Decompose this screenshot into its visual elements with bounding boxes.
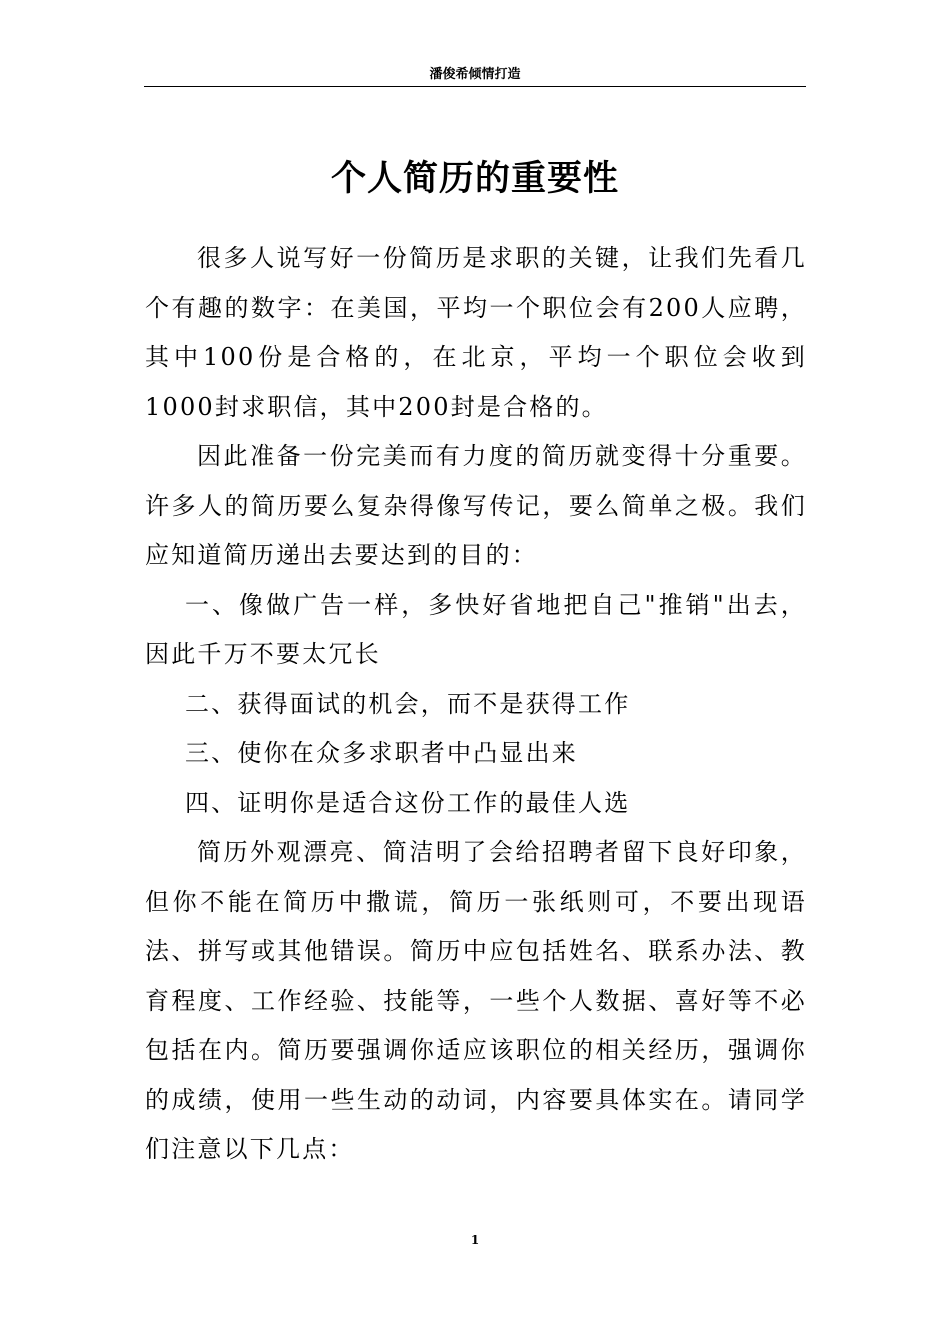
header-rule: [144, 86, 806, 87]
document-body: [145, 234, 807, 1175]
list-item-3: 三、使你在众多求职者中凸显出来: [185, 739, 578, 767]
list-item-2: 二、获得面试的机会，而不是获得工作: [185, 689, 631, 718]
page-number: 1: [470, 1233, 480, 1247]
paragraph-intro: 很多人说写好一份简历是求职的关键，让我们先看几个有趣的数字：在美国，平均一个职位会有200人应聘，其中100份是合格的，在北京，平均一个职位会收到1000封求职信，其中200封是合格的。: [145, 244, 807, 421]
paragraph-importance: 因此准备一份完美而有力度的简历就变得十分重要。许多人的简历要么复杂得像写传记，要么简单之极。我们应知道简历递出去要达到的目的：: [145, 442, 807, 569]
list-item-1: 一、像做广告一样，多快好省地把自己"推销"出去，因此千万不要太冗长: [145, 590, 807, 668]
list-item-4: 四、证明你是适合这份工作的最佳人选: [185, 788, 631, 817]
paragraph-advice: 简历外观漂亮、简洁明了会给招聘者留下良好印象，但你不能在简历中撒谎，简历一张纸则可，不要出现语法、拼写或其他错误。简历中应包括姓名、联系办法、教育程度、工作经验、技能等，一些个人数据、喜好等不必包括在内。简历要强调你适应该职位的相关经历，强调你的成绩，使用一些生动的动词，内容要具体实在。请同学们注意以下几点：: [145, 838, 807, 1163]
page-header: 潘俊希倾情打造: [429, 67, 521, 82]
document-title: 个人简历的重要性: [330, 159, 619, 199]
